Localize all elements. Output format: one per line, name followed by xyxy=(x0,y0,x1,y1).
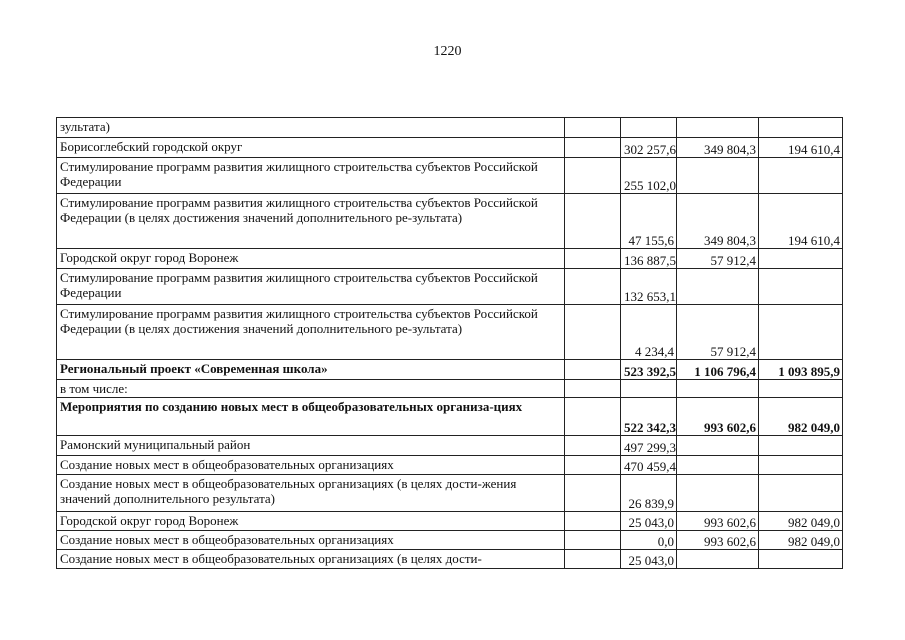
row-value-3-cell: 982 049,0 xyxy=(759,398,843,436)
row-value-1-cell: 26 839,9 xyxy=(621,475,677,512)
row-value-2-cell: 993 602,6 xyxy=(677,512,759,531)
row-name-cell: Создание новых мест в общеобразовательных организациях xyxy=(57,456,565,475)
row-value-1-cell: 132 653,1 xyxy=(621,269,677,305)
row-code-cell xyxy=(565,475,621,512)
row-name-cell: Региональный проект «Современная школа» xyxy=(57,360,565,380)
row-code-cell xyxy=(565,138,621,158)
row-value-1-cell: 470 459,4 xyxy=(621,456,677,475)
row-code-cell xyxy=(565,436,621,456)
row-value-3-cell: 1 093 895,9 xyxy=(759,360,843,380)
row-value-3-cell: 982 049,0 xyxy=(759,512,843,531)
table-row xyxy=(57,269,843,305)
table-row xyxy=(57,194,843,249)
row-name-cell: Стимулирование программ развития жилищного строительства субъектов Российской Федерации (в целях достижения значений дополнительного ре-зультата) xyxy=(57,194,565,249)
row-value-3-cell xyxy=(759,269,843,305)
row-value-1-cell: 302 257,6 xyxy=(621,138,677,158)
row-value-2-cell: 993 602,6 xyxy=(677,398,759,436)
row-value-3-cell xyxy=(759,550,843,569)
row-code-cell xyxy=(565,305,621,360)
row-name-cell: Стимулирование программ развития жилищного строительства субъектов Российской Федерации xyxy=(57,158,565,194)
table-row xyxy=(57,456,843,475)
row-value-2-cell: 349 804,3 xyxy=(677,194,759,249)
row-value-1-cell: 4 234,4 xyxy=(621,305,677,360)
row-code-cell xyxy=(565,531,621,550)
row-name-cell: Создание новых мест в общеобразовательных организациях xyxy=(57,531,565,550)
table-row xyxy=(57,249,843,269)
row-code-cell xyxy=(565,158,621,194)
row-name-cell: зультата) xyxy=(57,118,565,138)
row-value-3-cell xyxy=(759,158,843,194)
table-row xyxy=(57,436,843,456)
row-name-cell: Мероприятия по созданию новых мест в общеобразовательных организа-циях xyxy=(57,398,565,436)
row-value-3-cell xyxy=(759,305,843,360)
row-value-2-cell: 57 912,4 xyxy=(677,249,759,269)
row-code-cell xyxy=(565,194,621,249)
row-value-3-cell: 194 610,4 xyxy=(759,194,843,249)
table-row xyxy=(57,512,843,531)
row-value-2-cell xyxy=(677,550,759,569)
budget-table xyxy=(56,117,843,569)
row-value-2-cell: 1 106 796,4 xyxy=(677,360,759,380)
row-name-cell: Создание новых мест в общеобразовательных организациях (в целях дости- xyxy=(57,550,565,569)
row-value-1-cell: 136 887,5 xyxy=(621,249,677,269)
row-code-cell xyxy=(565,118,621,138)
row-value-1-cell xyxy=(621,118,677,138)
row-value-2-cell xyxy=(677,118,759,138)
row-code-cell xyxy=(565,380,621,398)
row-value-3-cell: 982 049,0 xyxy=(759,531,843,550)
row-value-2-cell: 993 602,6 xyxy=(677,531,759,550)
table-row xyxy=(57,360,843,380)
row-code-cell xyxy=(565,550,621,569)
row-name-cell: Создание новых мест в общеобразовательных организациях (в целях дости-жения значений дополнительного результата) xyxy=(57,475,565,512)
row-code-cell xyxy=(565,249,621,269)
table-row xyxy=(57,531,843,550)
row-code-cell xyxy=(565,269,621,305)
row-code-cell xyxy=(565,512,621,531)
table-row xyxy=(57,550,843,569)
row-code-cell xyxy=(565,360,621,380)
table-row xyxy=(57,158,843,194)
row-code-cell xyxy=(565,456,621,475)
row-value-2-cell xyxy=(677,269,759,305)
row-value-2-cell xyxy=(677,475,759,512)
table-row xyxy=(57,475,843,512)
row-value-3-cell xyxy=(759,118,843,138)
row-value-1-cell: 25 043,0 xyxy=(621,512,677,531)
row-value-1-cell: 497 299,3 xyxy=(621,436,677,456)
row-name-cell: Стимулирование программ развития жилищного строительства субъектов Российской Федерации (в целях достижения значений дополнительного ре-зультата) xyxy=(57,305,565,360)
row-name-cell: Городской округ город Воронеж xyxy=(57,249,565,269)
row-value-2-cell: 349 804,3 xyxy=(677,138,759,158)
row-code-cell xyxy=(565,398,621,436)
row-value-1-cell: 0,0 xyxy=(621,531,677,550)
row-value-2-cell xyxy=(677,456,759,475)
table-row xyxy=(57,380,843,398)
table-row xyxy=(57,305,843,360)
row-value-3-cell xyxy=(759,475,843,512)
row-value-3-cell xyxy=(759,249,843,269)
table-row xyxy=(57,118,843,138)
row-name-cell: Борисоглебский городской округ xyxy=(57,138,565,158)
row-value-1-cell: 522 342,3 xyxy=(621,398,677,436)
row-value-3-cell xyxy=(759,436,843,456)
row-value-2-cell xyxy=(677,436,759,456)
row-value-3-cell: 194 610,4 xyxy=(759,138,843,158)
row-value-2-cell xyxy=(677,380,759,398)
row-name-cell: в том числе: xyxy=(57,380,565,398)
table-body xyxy=(57,118,843,569)
row-value-3-cell xyxy=(759,456,843,475)
table-row xyxy=(57,398,843,436)
table-row xyxy=(57,138,843,158)
row-value-1-cell: 47 155,6 xyxy=(621,194,677,249)
row-value-1-cell: 523 392,5 xyxy=(621,360,677,380)
row-name-cell: Стимулирование программ развития жилищного строительства субъектов Российской Федерации xyxy=(57,269,565,305)
row-name-cell: Рамонский муниципальный район xyxy=(57,436,565,456)
row-value-3-cell xyxy=(759,380,843,398)
row-value-1-cell xyxy=(621,380,677,398)
page-number: 1220 xyxy=(433,44,462,59)
row-value-1-cell: 25 043,0 xyxy=(621,550,677,569)
row-value-2-cell: 57 912,4 xyxy=(677,305,759,360)
row-value-1-cell: 255 102,0 xyxy=(621,158,677,194)
row-name-cell: Городской округ город Воронеж xyxy=(57,512,565,531)
row-value-2-cell xyxy=(677,158,759,194)
